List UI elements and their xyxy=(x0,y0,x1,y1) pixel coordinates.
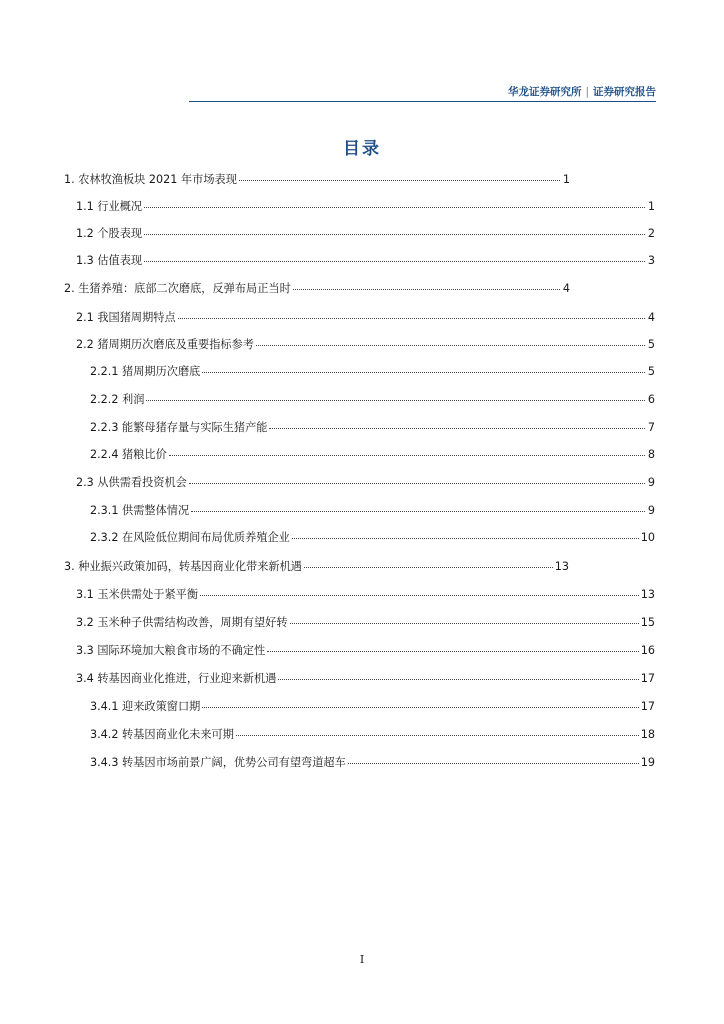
page-number: I xyxy=(359,953,365,966)
toc-entry-section[interactable] xyxy=(76,309,655,325)
toc-leader xyxy=(144,206,645,208)
toc-entry-page: 9 xyxy=(647,504,655,517)
toc-entry-page: 1 xyxy=(562,173,570,186)
toc-entry-text: 3.4 转基因商业化推进，行业迎来新机遇 xyxy=(76,672,277,685)
toc-leader xyxy=(267,650,639,652)
toc-leader xyxy=(146,399,645,401)
toc-entry-chapter[interactable] xyxy=(64,280,570,296)
toc-entry-page: 9 xyxy=(647,476,655,489)
toc-entry-text: 1.1 行业概况 xyxy=(76,200,143,213)
toc-entry-page: 5 xyxy=(647,338,655,351)
toc-entry-section[interactable] xyxy=(76,586,655,602)
toc-entry-page: 17 xyxy=(640,700,655,713)
toc-entry-section[interactable] xyxy=(76,614,655,630)
toc-entry-text: 3.1 玉米供需处于紧平衡 xyxy=(76,588,199,601)
toc-entry-text: 1. 农林牧渔板块 2021 年市场表现 xyxy=(64,173,237,186)
toc-leader xyxy=(191,510,645,512)
toc-entry-subsection[interactable] xyxy=(90,363,655,379)
toc-leader xyxy=(290,622,639,624)
toc-entry-page: 13 xyxy=(554,560,569,573)
toc-entry-subsection[interactable] xyxy=(90,502,655,518)
header-rule xyxy=(189,101,656,102)
toc-entry-page: 13 xyxy=(640,588,655,601)
toc-entry-text: 3.4.3 转基因市场前景广阔，优势公司有望弯道超车 xyxy=(90,756,346,769)
toc-entry-text: 2.2.3 能繁母猪存量与实际生猪产能 xyxy=(90,421,268,434)
toc-leader xyxy=(348,762,639,764)
toc-leader xyxy=(202,706,638,708)
toc-entry-subsection[interactable] xyxy=(90,529,655,545)
toc-leader xyxy=(169,454,645,456)
toc-leader xyxy=(202,371,645,373)
toc-entry-text: 2.2 猪周期历次磨底及重要指标参考 xyxy=(76,338,254,351)
toc-entry-subsection[interactable] xyxy=(90,698,655,714)
toc-entry-page: 3 xyxy=(647,254,655,267)
toc-entry-text: 2.3.1 供需整体情况 xyxy=(90,504,190,517)
toc-entry-page: 15 xyxy=(640,616,655,629)
toc-entry-subsection[interactable] xyxy=(90,754,655,770)
toc-leader xyxy=(239,179,560,181)
toc-entry-text: 2.2.1 猪周期历次磨底 xyxy=(90,365,201,378)
toc-leader xyxy=(292,537,639,539)
toc-leader xyxy=(278,678,638,680)
toc-leader xyxy=(200,594,639,596)
toc-entry-section[interactable] xyxy=(76,474,655,490)
toc-entry-text: 3.2 玉米种子供需结构改善，周期有望好转 xyxy=(76,616,288,629)
toc-leader xyxy=(256,344,645,346)
toc-leader xyxy=(178,317,645,319)
toc-entry-subsection[interactable] xyxy=(90,391,655,407)
toc-entry-section[interactable] xyxy=(76,225,655,241)
toc-leader xyxy=(236,734,639,736)
toc-entry-text: 2.2.2 利润 xyxy=(90,393,145,406)
toc-entry-text: 2.3.2 在风险低位期间布局优质养殖企业 xyxy=(90,531,290,544)
toc-entry-page: 8 xyxy=(647,448,655,461)
toc-entry-page: 17 xyxy=(640,672,655,685)
toc-entry-text: 1.3 估值表现 xyxy=(76,254,143,267)
toc-leader xyxy=(269,427,645,429)
toc-entry-page: 7 xyxy=(647,421,655,434)
toc-entry-section[interactable] xyxy=(76,670,655,686)
toc-entry-subsection[interactable] xyxy=(90,726,655,742)
toc-entry-chapter[interactable] xyxy=(64,558,569,574)
toc-entry-text: 1.2 个股表现 xyxy=(76,227,143,240)
report-header xyxy=(189,84,656,101)
toc-leader xyxy=(144,260,645,262)
toc-entry-page: 4 xyxy=(562,282,570,295)
toc-entry-text: 3.4.1 迎来政策窗口期 xyxy=(90,700,201,713)
toc-entry-section[interactable] xyxy=(76,198,655,214)
toc-entry-subsection[interactable] xyxy=(90,446,655,462)
toc-entry-text: 2.2.4 猪粮比价 xyxy=(90,448,167,461)
toc-leader xyxy=(144,233,645,235)
toc-entry-page: 5 xyxy=(647,365,655,378)
toc-entry-page: 16 xyxy=(640,644,655,657)
toc-entry-section[interactable] xyxy=(76,642,655,658)
toc-entry-subsection[interactable] xyxy=(90,419,655,435)
toc-entry-chapter[interactable] xyxy=(64,171,570,187)
toc-leader xyxy=(304,566,553,568)
toc-entry-page: 2 xyxy=(647,227,655,240)
toc-entry-text: 3. 种业振兴政策加码，转基因商业化带来新机遇 xyxy=(64,560,302,573)
header-separator: | xyxy=(585,86,589,98)
toc-title: 目录 xyxy=(343,139,381,159)
toc-entry-page: 18 xyxy=(640,728,655,741)
toc-entry-page: 10 xyxy=(640,531,655,544)
toc-entry-text: 2. 生猪养殖：底部二次磨底，反弹布局正当时 xyxy=(64,282,291,295)
toc-leader xyxy=(189,482,645,484)
toc-entry-text: 2.1 我国猪周期特点 xyxy=(76,311,176,324)
toc-entry-text: 2.3 从供需看投资机会 xyxy=(76,476,187,489)
toc-entry-section[interactable] xyxy=(76,336,655,352)
toc-entry-text: 3.4.2 转基因商业化未来可期 xyxy=(90,728,234,741)
toc-entry-page: 6 xyxy=(647,393,655,406)
toc-leader xyxy=(293,288,560,290)
toc-entry-page: 4 xyxy=(647,311,655,324)
toc-entry-section[interactable] xyxy=(76,252,655,268)
institute-name: 华龙证券研究所 xyxy=(507,86,582,98)
report-type: 证券研究报告 xyxy=(593,86,656,98)
toc-entry-page: 19 xyxy=(640,756,655,769)
toc-entry-text: 3.3 国际环境加大粮食市场的不确定性 xyxy=(76,644,266,657)
toc-entry-page: 1 xyxy=(647,200,655,213)
